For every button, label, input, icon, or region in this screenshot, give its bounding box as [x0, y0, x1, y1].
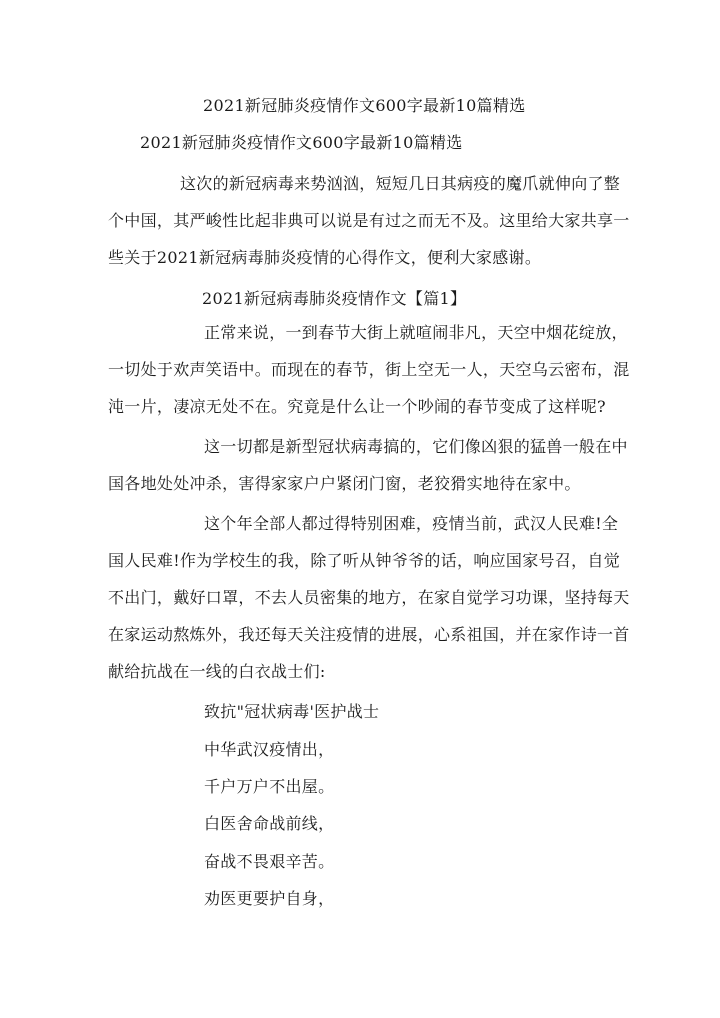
paragraph-line: 在家运动熬炼外，我还每天关注疫情的进展，心系祖国，并在家作诗一首: [108, 625, 630, 644]
poem-line: 劝医更要护自身，: [204, 889, 335, 908]
intro-line: 些关于2021新冠病毒肺炎疫情的心得作文，便利大家感谢。: [108, 248, 542, 267]
poem-line: 中华武汉疫情出，: [204, 740, 335, 759]
document-title: 2021新冠肺炎疫情作文600字最新10篇精选: [203, 96, 526, 115]
poem-title: 致抗"冠状病毒'医护战士: [204, 702, 380, 721]
paragraph-line: 这个年全部人都过得特别困难，疫情当前，武汉人民难!全: [204, 514, 619, 533]
poem-line: 千户万户不出屋。: [204, 777, 335, 796]
document-subtitle: 2021新冠肺炎疫情作文600字最新10篇精选: [140, 133, 463, 152]
paragraph-line: 沌一片，凄凉无处不在。究竟是什么让一个吵闹的春节变成了这样呢?: [108, 397, 606, 416]
paragraph-line: 正常来说，一到春节大街上就喧闹非凡，天空中烟花绽放，: [204, 323, 628, 342]
poem-line: 白医舍命战前线，: [204, 814, 335, 833]
paragraph-line: 不出门，戴好口罩，不去人员密集的地方，在家自觉学习功课，坚持每天: [108, 588, 630, 607]
intro-line: 个中国，其严峻性比起非典可以说是有过之而无不及。这里给大家共享一: [108, 211, 630, 230]
paragraph-line: 献给抗战在一线的白衣战士们:: [108, 662, 326, 681]
paragraph-line: 国人民难!作为学校生的我，除了听从钟爷爷的话，响应国家号召，自觉: [108, 551, 621, 570]
paragraph-line: 一切处于欢声笑语中。而现在的春节，街上空无一人，天空乌云密布，混: [108, 360, 630, 379]
section-title: 2021新冠病毒肺炎疫情作文【篇1】: [202, 289, 467, 308]
paragraph-line: 这一切都是新型冠状病毒搞的，它们像凶狠的猛兽一般在中: [204, 437, 628, 456]
intro-line: 这次的新冠病毒来势汹汹，短短几日其病疫的魔爪就伸向了整: [180, 174, 621, 193]
paragraph-line: 国各地处处冲杀，害得家家户户紧闭门窗，老狡猾实地待在家中。: [108, 474, 581, 493]
poem-line: 奋战不畏艰辛苦。: [204, 852, 335, 871]
